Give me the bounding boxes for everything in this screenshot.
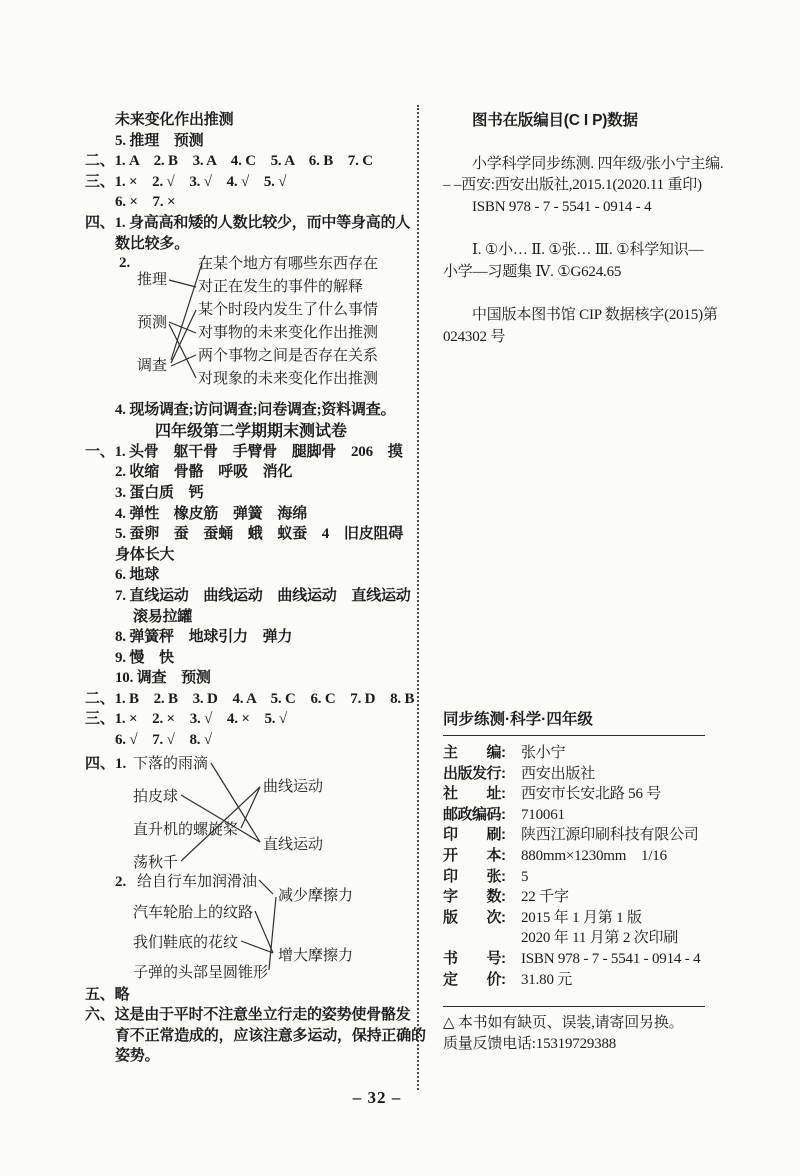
colophon-notes <box>443 1006 705 1055</box>
colophon-value: 22 千字 <box>521 889 569 906</box>
colophon-row <box>443 928 705 949</box>
answer-line: 5. 蚕卵 蚕 蚕蛹 蛾 蚁蚕 4 旧皮阻碍 <box>115 526 404 543</box>
term-label: 汽车轮胎上的纹路 <box>133 904 254 921</box>
item-number: 四、1. <box>85 755 127 772</box>
column-divider <box>417 105 419 1090</box>
answer-line: 三、1. × 2. × 3. √ 4. × 5. √ <box>85 711 287 728</box>
term-label: 下落的雨滴 <box>133 755 209 772</box>
colophon-row <box>443 805 705 826</box>
answer-line: 9. 慢 快 <box>115 649 174 666</box>
term-label: 我们鞋底的花纹 <box>133 934 239 951</box>
exam-section-title: 四年级第二学期期末测试卷 <box>154 422 347 440</box>
option-label: 某个时段内发生了什么事情 <box>198 302 379 319</box>
answer-line: 二、1. B 2. B 3. D 4. A 5. C 6. C 7. D 8. B <box>85 690 415 707</box>
colophon-label: 印 刷: <box>443 826 506 844</box>
colophon-row <box>443 887 705 908</box>
option-label: 两个事物之间是否存在关系 <box>198 348 379 365</box>
colophon-row <box>443 867 705 888</box>
colophon-label: 主 编: <box>443 744 506 761</box>
option-label: 减少摩擦力 <box>278 887 354 904</box>
answer-line: 6. √ 7. √ 8. √ <box>115 732 212 749</box>
option-label: 增大摩擦力 <box>278 947 354 964</box>
answer-line: 4. 弹性 橡皮筋 弹簧 海绵 <box>115 505 308 522</box>
option-label: 对现象的未来变化作出推测 <box>198 371 379 388</box>
term-label: 拍皮球 <box>133 788 179 805</box>
page-number: – 32 – <box>352 1088 402 1107</box>
colophon-title: 同步练测·科学·四年级 <box>443 710 705 736</box>
colophon-value: 710061 <box>521 806 565 823</box>
option-label: 对正在发生的事件的解释 <box>198 279 364 296</box>
colophon-row <box>443 825 705 846</box>
colophon-label: 印 张: <box>443 867 506 885</box>
answer-line: 二、1. A 2. B 3. A 4. C 5. A 6. B 7. C <box>85 153 373 170</box>
matching-diagram-friction <box>85 873 417 985</box>
colophon-value: 31.80 元 <box>521 971 573 988</box>
answer-line: 身体长大 <box>115 546 175 563</box>
colophon-value: 5 <box>521 868 529 885</box>
colophon-row <box>443 764 705 785</box>
colophon-value: 陕西江源印刷科技有限公司 <box>521 827 699 844</box>
option-label: 对事物的未来变化作出推测 <box>198 325 379 342</box>
item-number: 2. <box>115 873 127 890</box>
term-label: 直升机的螺旋桨 <box>133 821 239 838</box>
colophon-value: 2015 年 1 月第 1 版 <box>521 909 642 926</box>
cip-title: 图书在版编目(C I P)数据 <box>472 112 638 129</box>
term-label: 推理 <box>137 272 168 289</box>
cip-line: 小学科学同步练测. 四年级/张小宁主编. <box>472 155 724 172</box>
colophon-row <box>443 949 705 970</box>
colophon-row <box>443 784 705 805</box>
answer-line: 三、1. × 2. √ 3. √ 4. √ 5. √ <box>85 173 287 190</box>
matching-diagram-research-methods <box>85 254 417 400</box>
colophon-value: 西安市长安北路 56 号 <box>521 786 662 803</box>
answer-line: 10. 调查 预测 <box>115 670 211 687</box>
term-label: 调查 <box>137 358 168 375</box>
answer-line: 2. 收缩 骨骼 呼吸 消化 <box>115 464 293 481</box>
colophon-row <box>443 846 705 867</box>
cip-line: ISBN 978 - 7 - 5541 - 0914 - 4 <box>472 198 652 215</box>
colophon-value: 张小宁 <box>521 745 566 761</box>
answer-line: 6. × 7. × <box>115 194 176 211</box>
colophon-label: 出版发行: <box>443 764 506 782</box>
matching-diagram-motion-types <box>85 751 417 873</box>
colophon-label: 定 价: <box>443 970 506 988</box>
note-line: 质量反馈电话:15319729388 <box>443 1036 617 1053</box>
term-label: 给自行车加润滑油 <box>137 873 258 890</box>
answer-line: 未来变化作出推测 <box>115 112 234 128</box>
answers-column <box>85 110 426 1067</box>
answer-line: 一、1. 头骨 躯干骨 手臂骨 腿脚骨 206 摸 <box>85 443 403 460</box>
colophon-label <box>443 928 521 949</box>
term-label: 子弹的头部呈圆锥形 <box>133 964 269 981</box>
colophon-label: 版 次: <box>443 908 506 926</box>
answer-line: 数比较多。 <box>115 235 190 252</box>
answer-line: 4. 现场调查;访问调查;问卷调查;资料调查。 <box>115 402 396 419</box>
answer-line: 7. 直线运动 曲线运动 曲线运动 直线运动 <box>115 587 411 604</box>
item-number: 2. <box>119 255 131 272</box>
answer-line: 8. 弹簧秤 地球引力 弹力 <box>115 629 293 646</box>
colophon-value: 880mm×1230mm 1/16 <box>521 847 667 864</box>
colophon-block <box>443 710 705 1055</box>
colophon-value: 2020 年 11 月第 2 次印刷 <box>521 930 679 947</box>
option-label: 曲线运动 <box>263 778 324 795</box>
cip-classification-line: Ⅰ. ①小… Ⅱ. ①张… Ⅲ. ①科学知识— <box>472 242 704 258</box>
term-label: 预测 <box>137 315 168 332</box>
colophon-label: 社 址: <box>443 785 506 803</box>
term-label: 荡秋千 <box>133 854 179 871</box>
answer-line: 姿势。 <box>115 1048 160 1065</box>
colophon-label: 书 号: <box>443 949 506 967</box>
cip-record-line: 中国版本图书馆 CIP 数据核字(2015)第 <box>472 307 718 323</box>
colophon-label: 字 数: <box>443 888 506 906</box>
answer-line: 六、这是由于平时不注意坐立行走的姿势使骨骼发 <box>85 1007 411 1024</box>
cip-record-line: 024302 号 <box>443 328 506 345</box>
cip-column <box>443 110 724 348</box>
cip-line: – –西安:西安出版社,2015.1(2020.11 重印) <box>443 177 702 193</box>
answer-line: 五、略 <box>85 986 130 1003</box>
colophon-row <box>443 970 705 991</box>
colophon-row <box>443 743 705 764</box>
answer-line: 3. 蛋白质 钙 <box>115 484 204 501</box>
option-label: 在某个地方有哪些东西存在 <box>198 256 379 273</box>
colophon-value: ISBN 978 - 7 - 5541 - 0914 - 4 <box>521 950 701 967</box>
answer-line: 6. 地球 <box>115 567 160 584</box>
answer-line: 滚易拉罐 <box>133 608 193 625</box>
option-label: 直线运动 <box>263 836 324 853</box>
colophon-label: 邮政编码: <box>443 805 506 823</box>
answer-line: 育不正常造成的，应该注意多运动，保持正确的 <box>115 1027 426 1044</box>
colophon-value: 西安出版社 <box>521 765 596 782</box>
colophon-label: 开 本: <box>443 846 506 864</box>
colophon-row <box>443 908 705 929</box>
answer-line: 5. 推理 预测 <box>115 132 204 149</box>
cip-classification-line: 小学—习题集 Ⅳ. ①G624.65 <box>443 263 622 280</box>
note-line: △ 本书如有缺页、误装,请寄回另换。 <box>443 1015 684 1032</box>
answer-line: 四、1. 身高高和矮的人数比较少，而中等身高的人 <box>85 214 411 231</box>
